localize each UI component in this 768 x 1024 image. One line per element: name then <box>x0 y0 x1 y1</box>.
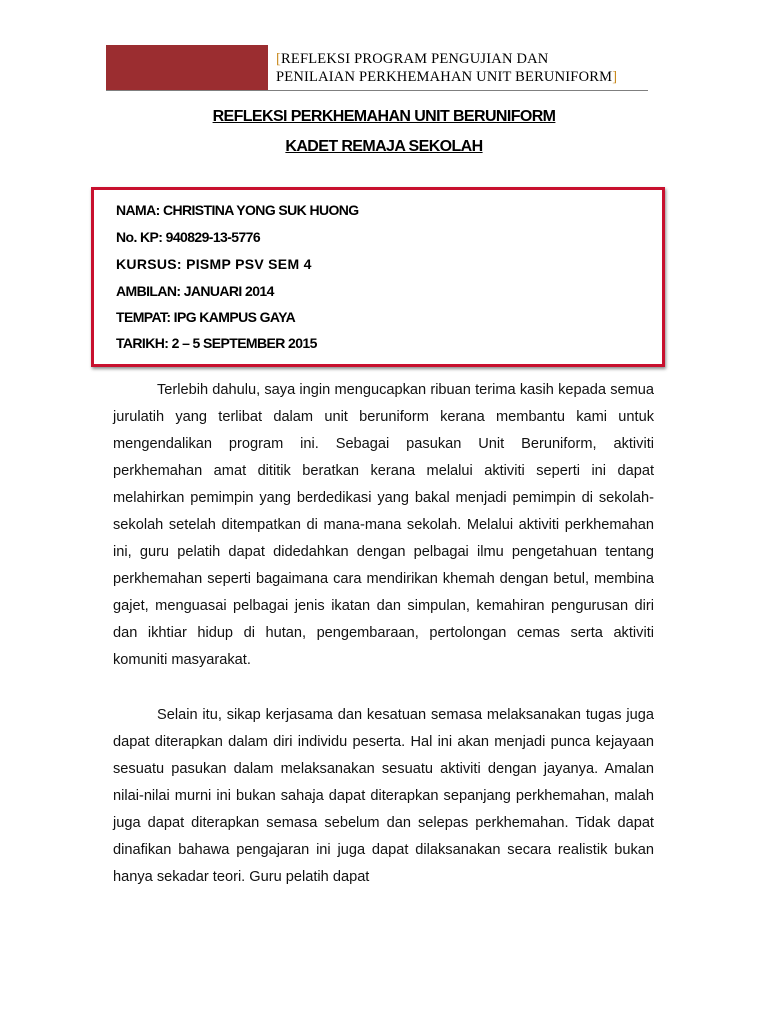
header-divider <box>106 90 648 91</box>
info-no-kp: No. KP: 940829-13-5776 <box>116 229 260 245</box>
body-paragraph-1: Terlebih dahulu, saya ingin mengucapkan ribuan terima kasih kepada semua jurulatih yang terlibat dalam unit beruniform kerana membantu kami untuk mengendalikan program ini. Sebagai pasukan Unit Beruniform, aktiviti perkhemahan amat dititik beratkan kerana melalui aktiviti seperti ini dapat melahirkan pemimpin yang berdedikasi yang bakal menjadi pemimpin di sekolah-sekolah setelah ditempatkan di mana-mana sekolah. Melalui aktiviti perkhemahan ini, guru pelatih dapat didedahkan dengan pelbagai ilmu pengetahuan tentang perkhemahan seperti bagaimana cara mendirikan khemah dengan betul, membina gajet, menguasai pelbagai jenis ikatan dan simpulan, kemahiran pengurusan diri dan ikhtiar hidup di hutan, pengembaraan, pertolongan cemas serta aktiviti komuniti masyarakat. <box>113 382 654 668</box>
document-title-line-2: KADET REMAJA SEKOLAH <box>285 138 483 155</box>
header-bracket-close: ] <box>612 69 618 85</box>
running-header <box>276 50 656 86</box>
header-line-2-text: PENILAIAN PERKHEMAHAN UNIT BERUNIFORM <box>276 69 613 85</box>
info-ambilan: AMBILAN: JANUARI 2014 <box>116 283 274 299</box>
info-nama: NAMA: CHRISTINA YONG SUK HUONG <box>116 202 359 218</box>
info-tempat: TEMPAT: IPG KAMPUS GAYA <box>116 309 296 325</box>
document-title-line-1: REFLEKSI PERKHEMAHAN UNIT BERUNIFORM <box>212 108 556 125</box>
info-tarikh: TARIKH: 2 – 5 SEPTEMBER 2015 <box>116 335 317 351</box>
info-kursus: KURSUS: PISMP PSV SEM 4 <box>116 256 312 272</box>
running-header-line-1 <box>276 50 656 68</box>
header-bracket-open: [ <box>276 51 282 67</box>
header-line-1-text: REFLEKSI PROGRAM PENGUJIAN DAN <box>281 51 549 67</box>
body-paragraph-2: Selain itu, sikap kerjasama dan kesatuan semasa melaksanakan tugas juga dapat diterapkan dalam diri individu peserta. Hal ini akan menjadi punca kejayaan sesuatu pasukan dalam melaksanakan sesuatu aktiviti dengan jayanya. Amalan nilai-nilai murni ini bukan sahaja dapat diterapkan sepanjang perkhemahan, malah juga dapat diterapkan semasa sebelum dan selepas perkhemahan. Tidak dapat dinafikan bahawa pengajaran ini juga dapat dilaksanakan secara realistik bukan hanya sekadar teori. Guru pelatih dapat <box>113 707 654 885</box>
header-color-block <box>106 45 268 91</box>
student-info-box <box>91 187 665 367</box>
running-header-line-2 <box>276 68 656 86</box>
